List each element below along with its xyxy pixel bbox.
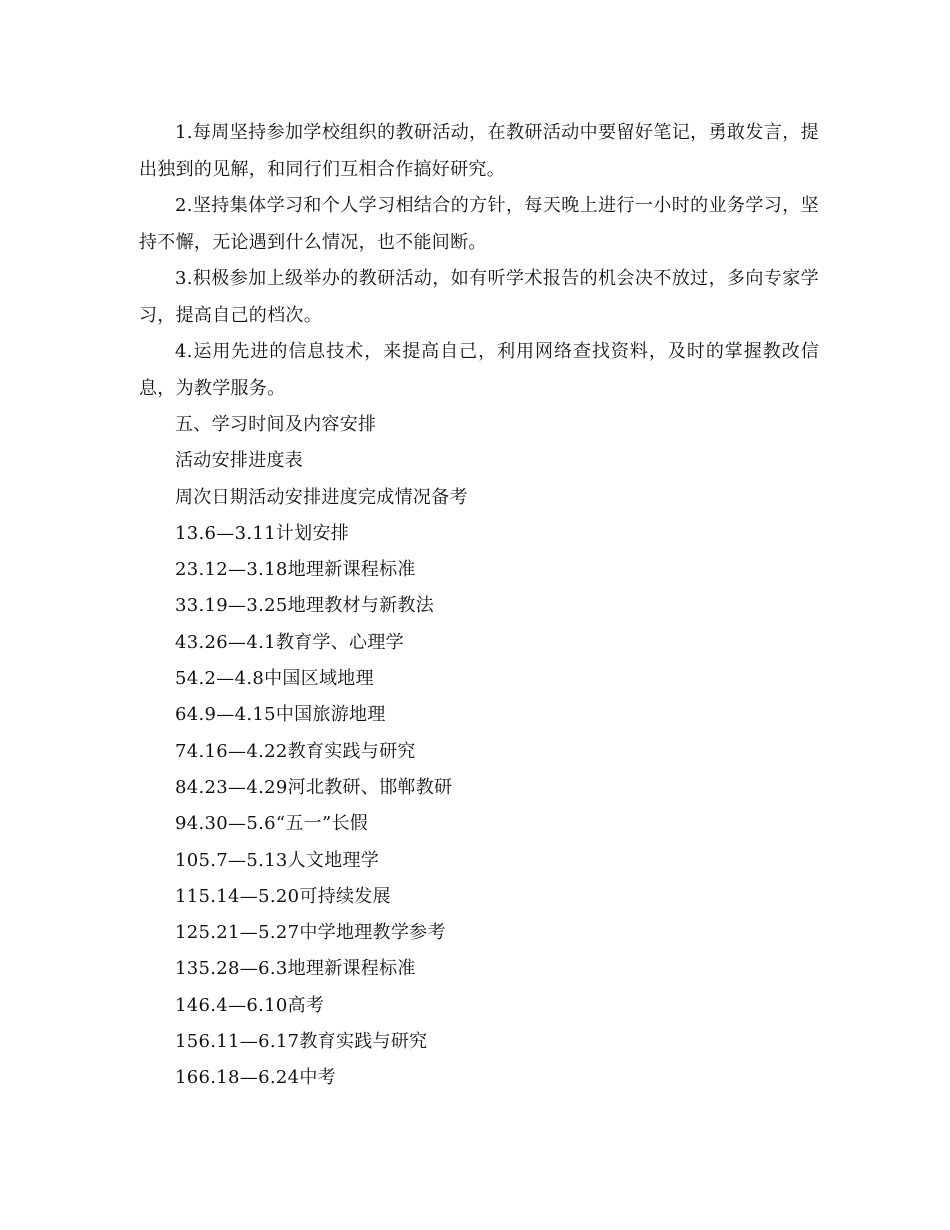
table-row: 43.26—4.1教育学、心理学 xyxy=(175,631,404,653)
paragraph-4: 4.运用先进的信息技术，来提高自己，利用网络查找资料，及时的掌握教改信息，为教学服务。 xyxy=(139,341,819,399)
paragraph-2: 2.坚持集体学习和个人学习相结合的方针，每天晚上进行一小时的业务学习，坚持不懈，无论遇到什么情况，也不能间断。 xyxy=(139,195,819,253)
table-row: 135.28—6.3地理新课程标准 xyxy=(175,958,416,980)
table-row: 125.21—5.27中学地理教学参考 xyxy=(175,922,446,944)
table-row: 94.30—5.6“五一”长假 xyxy=(175,813,369,835)
table-row: 84.23—4.29河北教研、邯郸教研 xyxy=(175,776,453,798)
table-row: 33.19—3.25地理教材与新教法 xyxy=(175,595,435,617)
table-row: 13.6—3.11计划安排 xyxy=(175,522,350,544)
table-row: 115.14—5.20可持续发展 xyxy=(175,885,391,907)
table-row: 156.11—6.17教育实践与研究 xyxy=(175,1031,428,1053)
table-row: 54.2—4.8中国区域地理 xyxy=(175,668,374,690)
document-body xyxy=(139,115,819,1097)
table-row: 23.12—3.18地理新课程标准 xyxy=(175,559,416,581)
paragraph-1: 1.每周坚持参加学校组织的教研活动，在教研活动中要留好笔记，勇敢发言，提出独到的见解，和同行们互相合作搞好研究。 xyxy=(139,122,819,180)
table-row: 146.4—6.10高考 xyxy=(175,994,325,1016)
section-heading: 五、学习时间及内容安排 xyxy=(175,414,377,435)
table-row: 74.16—4.22教育实践与研究 xyxy=(175,740,416,762)
table-title: 活动安排进度表 xyxy=(175,450,304,472)
table-row: 105.7—5.13人文地理学 xyxy=(175,849,380,871)
paragraph-3: 3.积极参加上级举办的教研活动，如有听学术报告的机会决不放过，多向专家学习，提高自己的档次。 xyxy=(139,268,819,326)
table-header: 周次日期活动安排进度完成情况备考 xyxy=(175,486,468,508)
table-row: 64.9—4.15中国旅游地理 xyxy=(175,704,386,726)
table-row: 166.18—6.24中考 xyxy=(175,1067,336,1089)
